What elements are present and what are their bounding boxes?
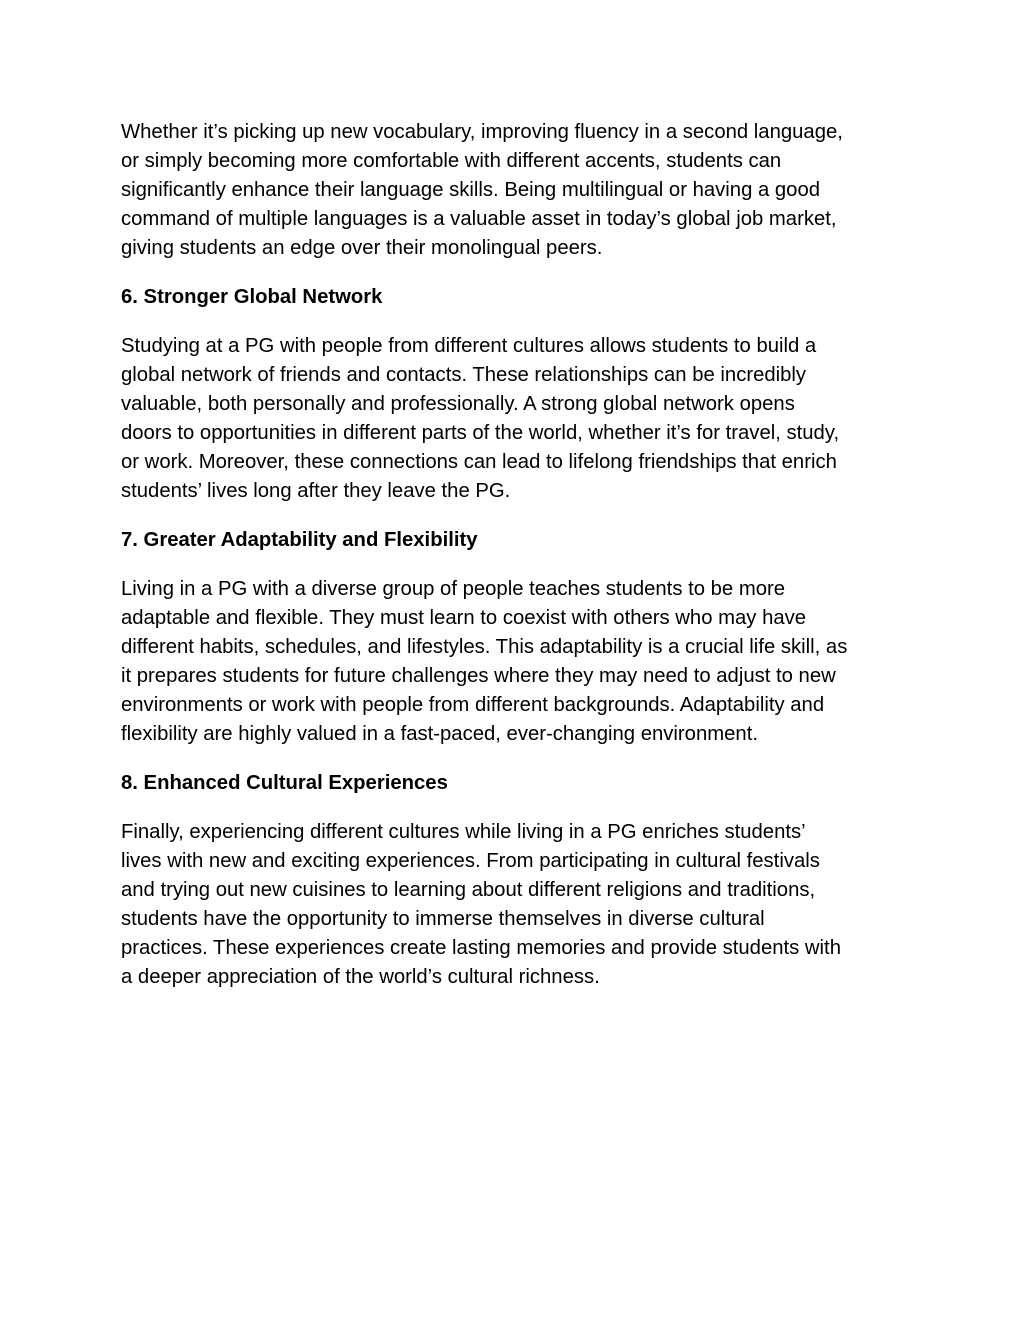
paragraph-line: different habits, schedules, and lifestyles. This adaptability is a crucial life skill, as <box>121 636 848 658</box>
paragraph-line: command of multiple languages is a valuable asset in today’s global job market, <box>121 208 837 230</box>
intro-paragraph <box>121 118 911 263</box>
paragraph-line: students’ lives long after they leave the PG. <box>121 480 511 502</box>
paragraph-line: or simply becoming more comfortable with different accents, students can <box>121 150 782 172</box>
paragraph-line: a deeper appreciation of the world’s cultural richness. <box>121 966 600 988</box>
paragraph-line: adaptable and flexible. They must learn to coexist with others who may have <box>121 607 807 629</box>
paragraph-line: Living in a PG with a diverse group of people teaches students to be more <box>121 578 786 600</box>
paragraph-line: flexibility are highly valued in a fast-paced, ever-changing environment. <box>121 723 758 745</box>
paragraph-line: environments or work with people from different backgrounds. Adaptability and <box>121 694 825 716</box>
paragraph-line: global network of friends and contacts. These relationships can be incredibly <box>121 364 807 386</box>
section-paragraph-global-network <box>121 332 911 506</box>
paragraph-line: and trying out new cuisines to learning about different religions and traditions, <box>121 879 816 901</box>
paragraph-line: Whether it’s picking up new vocabulary, improving fluency in a second language, <box>121 121 843 143</box>
section-paragraph-cultural-experiences <box>121 818 911 992</box>
paragraph-line: Finally, experiencing different cultures while living in a PG enriches students’ <box>121 821 806 843</box>
paragraph-line: students have the opportunity to immerse themselves in diverse cultural <box>121 908 765 930</box>
paragraph-line: giving students an edge over their monolingual peers. <box>121 237 603 259</box>
paragraph-line: doors to opportunities in different parts of the world, whether it’s for travel, study, <box>121 422 840 444</box>
paragraph-line: practices. These experiences create lasting memories and provide students with <box>121 937 841 959</box>
paragraph-line: valuable, both personally and professionally. A strong global network opens <box>121 393 795 415</box>
paragraph-line: significantly enhance their language skills. Being multilingual or having a good <box>121 179 821 201</box>
paragraph-line: it prepares students for future challenges where they may need to adjust to new <box>121 665 836 687</box>
section-heading-adaptability: 7. Greater Adaptability and Flexibility <box>121 529 478 551</box>
section-heading-global-network: 6. Stronger Global Network <box>121 286 383 308</box>
section-paragraph-adaptability <box>121 575 911 749</box>
paragraph-line: Studying at a PG with people from different cultures allows students to build a <box>121 335 817 357</box>
paragraph-line: lives with new and exciting experiences. From participating in cultural festivals <box>121 850 820 872</box>
document-page <box>121 118 911 992</box>
paragraph-line: or work. Moreover, these connections can lead to lifelong friendships that enrich <box>121 451 837 473</box>
section-heading-cultural-experiences: 8. Enhanced Cultural Experiences <box>121 772 448 794</box>
